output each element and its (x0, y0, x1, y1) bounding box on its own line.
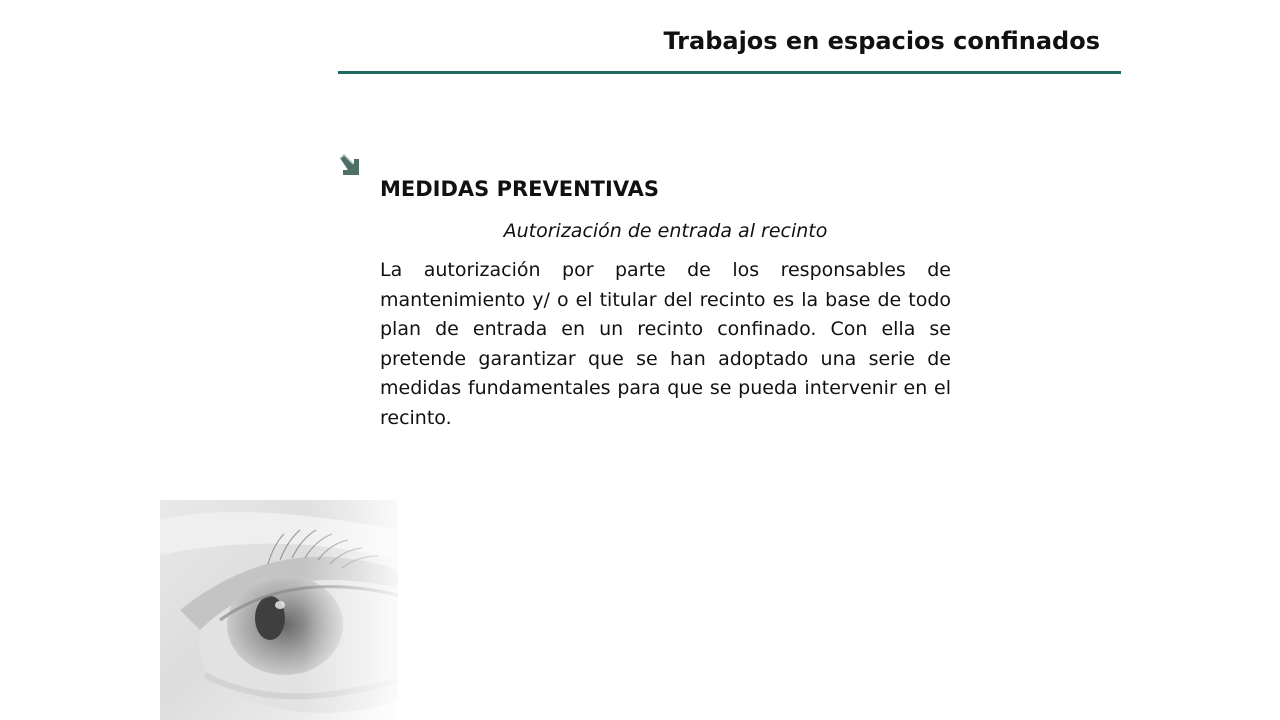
section-heading: MEDIDAS PREVENTIVAS (380, 177, 660, 201)
body-paragraph: La autorización por parte de los responsables de mantenimiento y/ o el titular del recinto es la base de todo plan de entrada en un recinto confinado. Con ella se pretende garantizar que se han adoptado una serie de medidas fundamentales para que se pueda intervenir en el recinto. (380, 259, 951, 429)
slide-title: Trabajos en espacios confinados (663, 27, 1100, 55)
section-subtitle: Autorización de entrada al recinto (503, 220, 828, 242)
title-divider (338, 71, 1121, 74)
arrow-down-right-icon (338, 154, 360, 176)
content-block (380, 172, 951, 433)
eye-closeup-image (160, 500, 398, 720)
